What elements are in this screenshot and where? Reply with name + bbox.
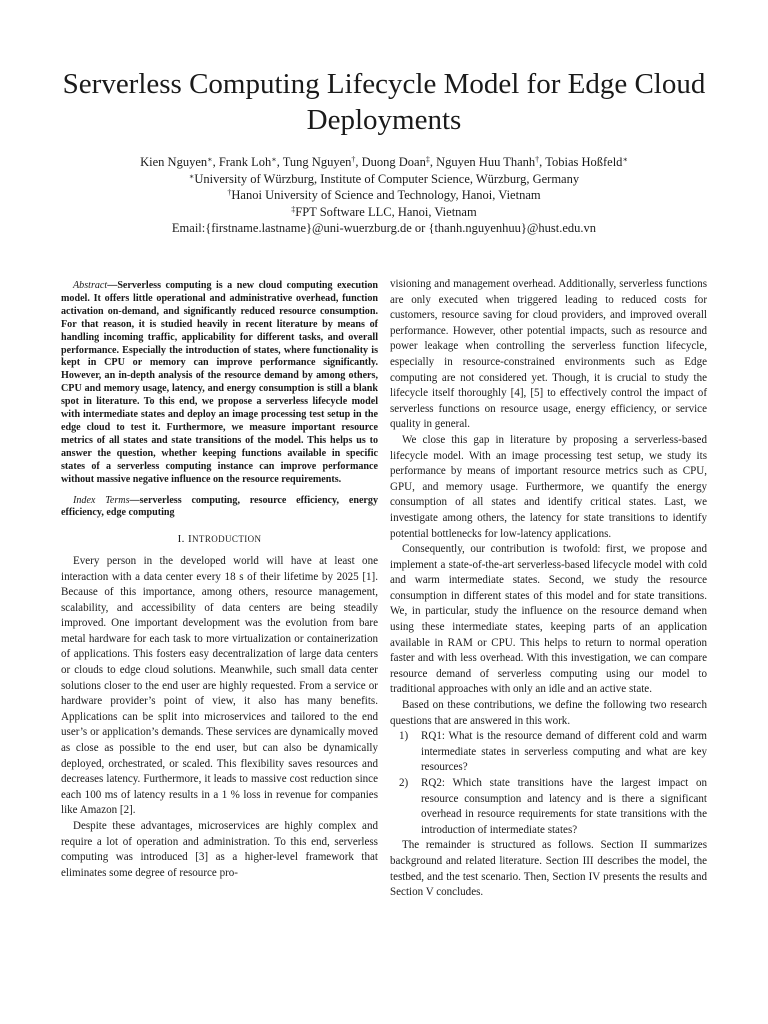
abstract [61, 280, 378, 487]
index-terms-label: Index Terms [73, 494, 130, 506]
abstract-label: Abstract [73, 280, 108, 291]
paper-title: Serverless Computing Lifecycle Model for Edge Cloud Deployments [62, 68, 706, 136]
author: Tung Nguyen†, [282, 155, 362, 169]
index-terms [61, 495, 378, 521]
list-item: 2) RQ2: Which state transitions have the largest impact on resource consumption and latency and is there a significant overhead in resource requirements for state transitions with the introduction of intermediate states? [399, 777, 707, 836]
author: Nguyen Huu Thanh†, [436, 155, 546, 169]
author: Frank Loh∗, [218, 155, 283, 169]
body-paragraph: Based on these contributions, we define the following two research questions that are answered in this work. [390, 699, 707, 727]
section-heading-introduction: I. INTRODUCTION [177, 533, 262, 546]
body-paragraph: Every person in the developed world will have at least one interaction with a data center every 18 s of their lifetime by 2025 [1]. Because of this importance, among others, resource management, scalability, and accessibility of data centers are being steadily improved. One important development was the evolution from bare metal hardware for each task to more virtualization or containerization of applications. This fosters easy decentralization of large data centers or clouds to edge cloud solutions. Meanwhile, such small data center solutions closer to the end user are highly requested. From a service or hardware provider’s point of view, it also has many benefits. Applications can be split into microservices and tailored to the end user’s or application’s demands. These services are dynamically moved as close as possible to the end user, but can also be dynamically deployed, orchestrated, or scaled. This flexibility saves resources and decreases latency. Furthermore, it leads to massive cost reduction since each 100 ms of latency results in a 1 % loss in revenue for companies like Amazon [2]. [61, 554, 378, 817]
author-block [20, 154, 748, 237]
author-list [20, 154, 748, 171]
body-paragraph: visioning and management overhead. Additionally, serverless functions are only executed when triggered leading to reduced costs for customers, resource saving for cloud providers, and improved overall performance. However, other potential impacts, such as resource and power leakage when controlling the serverless function lifecycle, especially in resource-constrained environments such as Edge computing are not considered yet. Though, it is crucial to study the lifecycle itself thoroughly [4], [5] to effectively control the impact of serverless functions on resource usage, energy efficiency, or service quality in general. [390, 278, 707, 431]
abstract-text: —Serverless computing is a new cloud computing execution model. It offers little operational and administrative overhead, function activation on-demand, and significantly reduced resource consumption. For that reason, it is studied heavily in recent literature by means of handling incoming traffic, applicability for different tasks, and overall performance. Especially the introduction of states, where functionality is kept in CPU or memory can improve performance significantly. However, an in-depth analysis of the resource demand by among others, CPU and memory usage, latency, and energy consumption is still a blank spot in literature. To this end, we propose a serverless lifecycle model with intermediate states and deploy an image processing test setup in the edge cloud to test it. Furthermore, we measure important resource metrics of all states and state transitions of the model. This helps us to answer the question, whether keeping functions available in specific states of a serverless computing instance can improve performance without massive negative influence on the resource requirements. [61, 280, 378, 485]
left-column [61, 280, 378, 881]
affiliation: †Hanoi University of Science and Technology, Hanoi, Vietnam [227, 188, 541, 203]
index-terms-text: —serverless computing, resource efficiency, energy efficiency, edge computing [61, 494, 378, 519]
author: Duong Doan‡, [361, 155, 437, 169]
list-item: 1) RQ1: What is the resource demand of different cold and warm intermediate states in serverless computing and what are key resources? [399, 730, 707, 774]
right-column [390, 277, 707, 901]
affiliation: ∗University of Würzburg, Institute of Computer Science, Würzburg, Germany [188, 171, 580, 186]
body-paragraph: Consequently, our contribution is twofold: first, we propose and implement a state-of-the-art serverless-based lifecycle model with cold and warm intermediate states. Second, we study the resource consumption in different states of this model and for state transitions. We, in particular, study the influence on the resource demand when using these intermediate states, keeping parts of an application available in RAM or CPU. This helps to return to normal operation faster and with less overhead. With this investigation, we can compare resource demand of serverless computing using our model to traditional approaches with only an idle and an active state. [390, 543, 707, 696]
author: Kien Nguyen∗, [140, 155, 219, 169]
author: Tobias Hoßfeld∗ [545, 155, 628, 169]
affiliation: ‡FPT Software LLC, Hanoi, Vietnam [291, 204, 477, 219]
body-paragraph: We close this gap in literature by proposing a serverless-based lifecycle model. With an image processing test setup, we study its performance by means of important resource metrics such as CPU, GPU, and memory usage. Furthermore, we quantify the energy consumption of all states and identify critical states. Last, we investigate among others, the latency for state transitions to identify potential bottlenecks for low-latency applications. [390, 433, 707, 540]
research-questions-list [390, 729, 707, 838]
author-email: Email:{firstname.lastname}@uni-wuerzburg.de or {thanh.nguyenhuu}@hust.edu.vn [171, 221, 597, 236]
body-paragraph: Despite these advantages, microservices are highly complex and require a lot of operation and administration. To this end, serverless computing was introduced [3] as a higher-level framework that eliminates some degree of resource pro- [61, 820, 378, 879]
body-paragraph: The remainder is structured as follows. Section II summarizes background and related literature. Section III describes the model, the testbed, and the test scenario. Then, Section IV presents the results and Section V concludes. [390, 839, 707, 899]
